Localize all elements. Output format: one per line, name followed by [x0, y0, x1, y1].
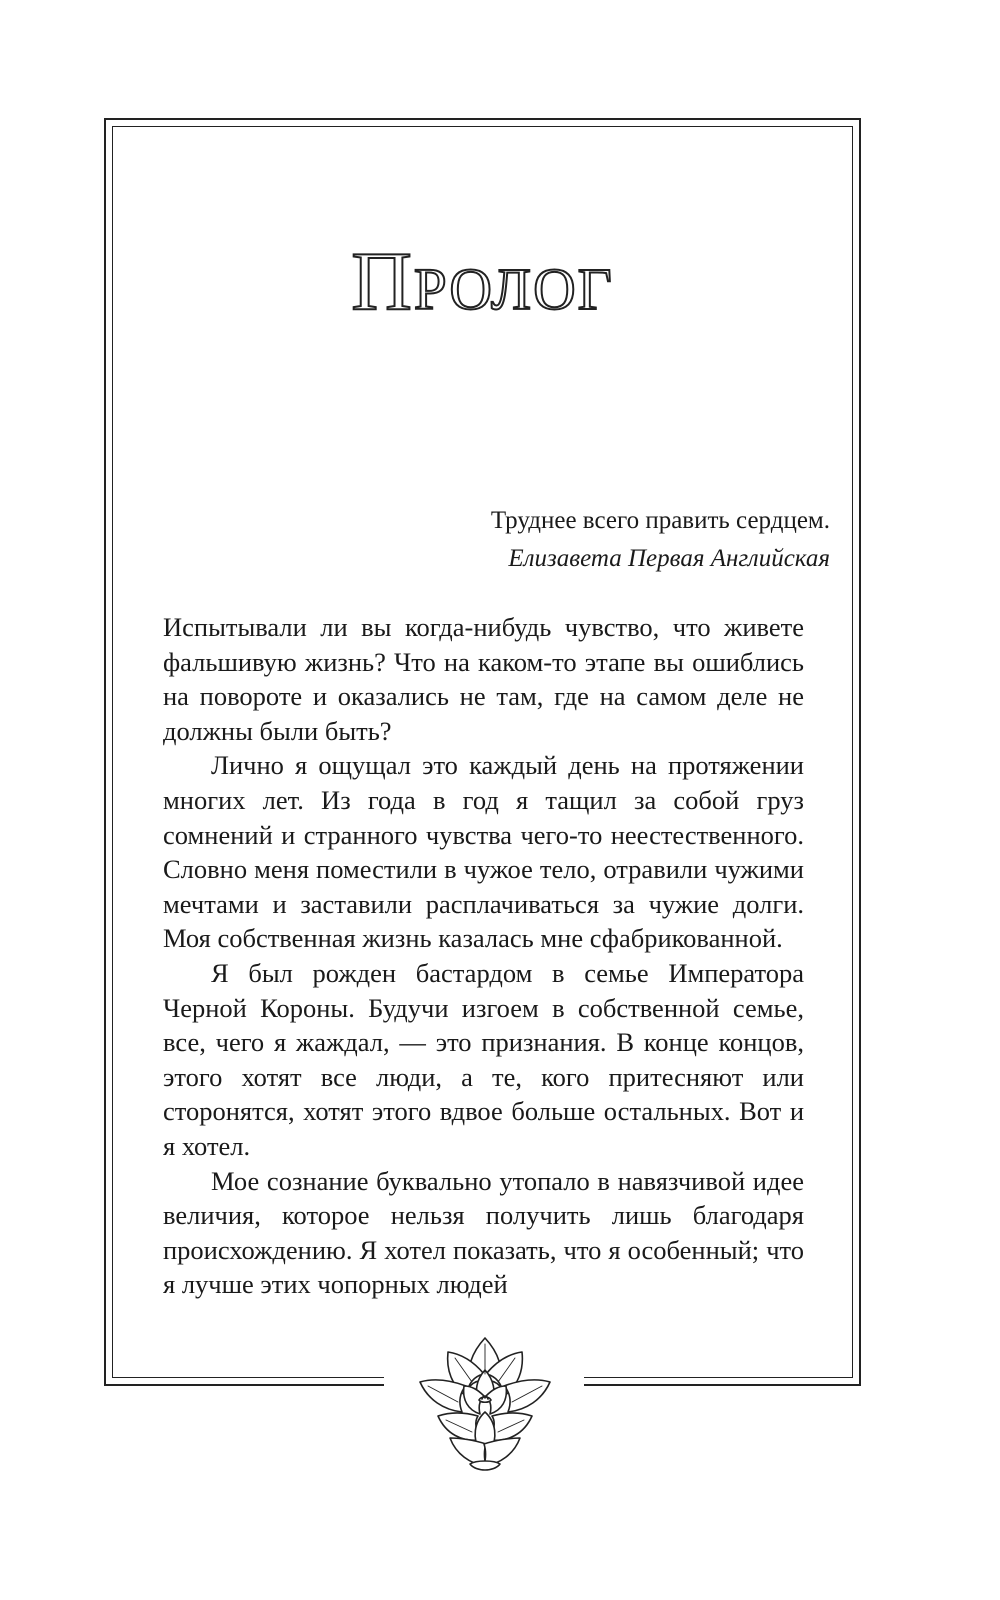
body-text [163, 610, 804, 1302]
chapter-title: Пролог [351, 235, 614, 328]
epigraph-author: Елизавета Первая Английская [508, 545, 830, 572]
paragraph: Я был рожден бастардом в семье Императора Черной Короны. Будучи изгоем в собственной семье, все, чего я жаждал, — это признания. В конце концов, этого хотят все люди, а те, кого притесняют или сторонятся, хотят этого вдвое больше остальных. Вот и я хотел. [163, 957, 804, 1161]
paragraph: Мое сознание буквально утопало в навязчивой идее величия, которое нельзя получить лишь благодаря происхождению. Я хотел показать, что я особенный; что я лучше этих чопорных людей [163, 1165, 804, 1300]
epigraph [491, 502, 830, 578]
epigraph-quote: Труднее всего править сердцем. [490, 507, 830, 534]
lotus-ornament-icon [400, 1330, 570, 1480]
paragraph: Лично я ощущал это каждый день на протяжении многих лет. Из года в год я тащил за собой груз сомнений и странного чувства чего-то неестественного. Словно меня поместили в чужое тело, отравили чужими мечтами и заставили расплачиваться за чужие долги. Моя собственная жизнь казалась мне сфабрикованной. [163, 750, 804, 954]
paragraph: Испытывали ли вы когда-нибудь чувство, что живете фальшивую жизнь? Что на каком-то этапе вы ошиблись на повороте и оказались не там, где на самом деле не должны были быть? [163, 612, 804, 746]
